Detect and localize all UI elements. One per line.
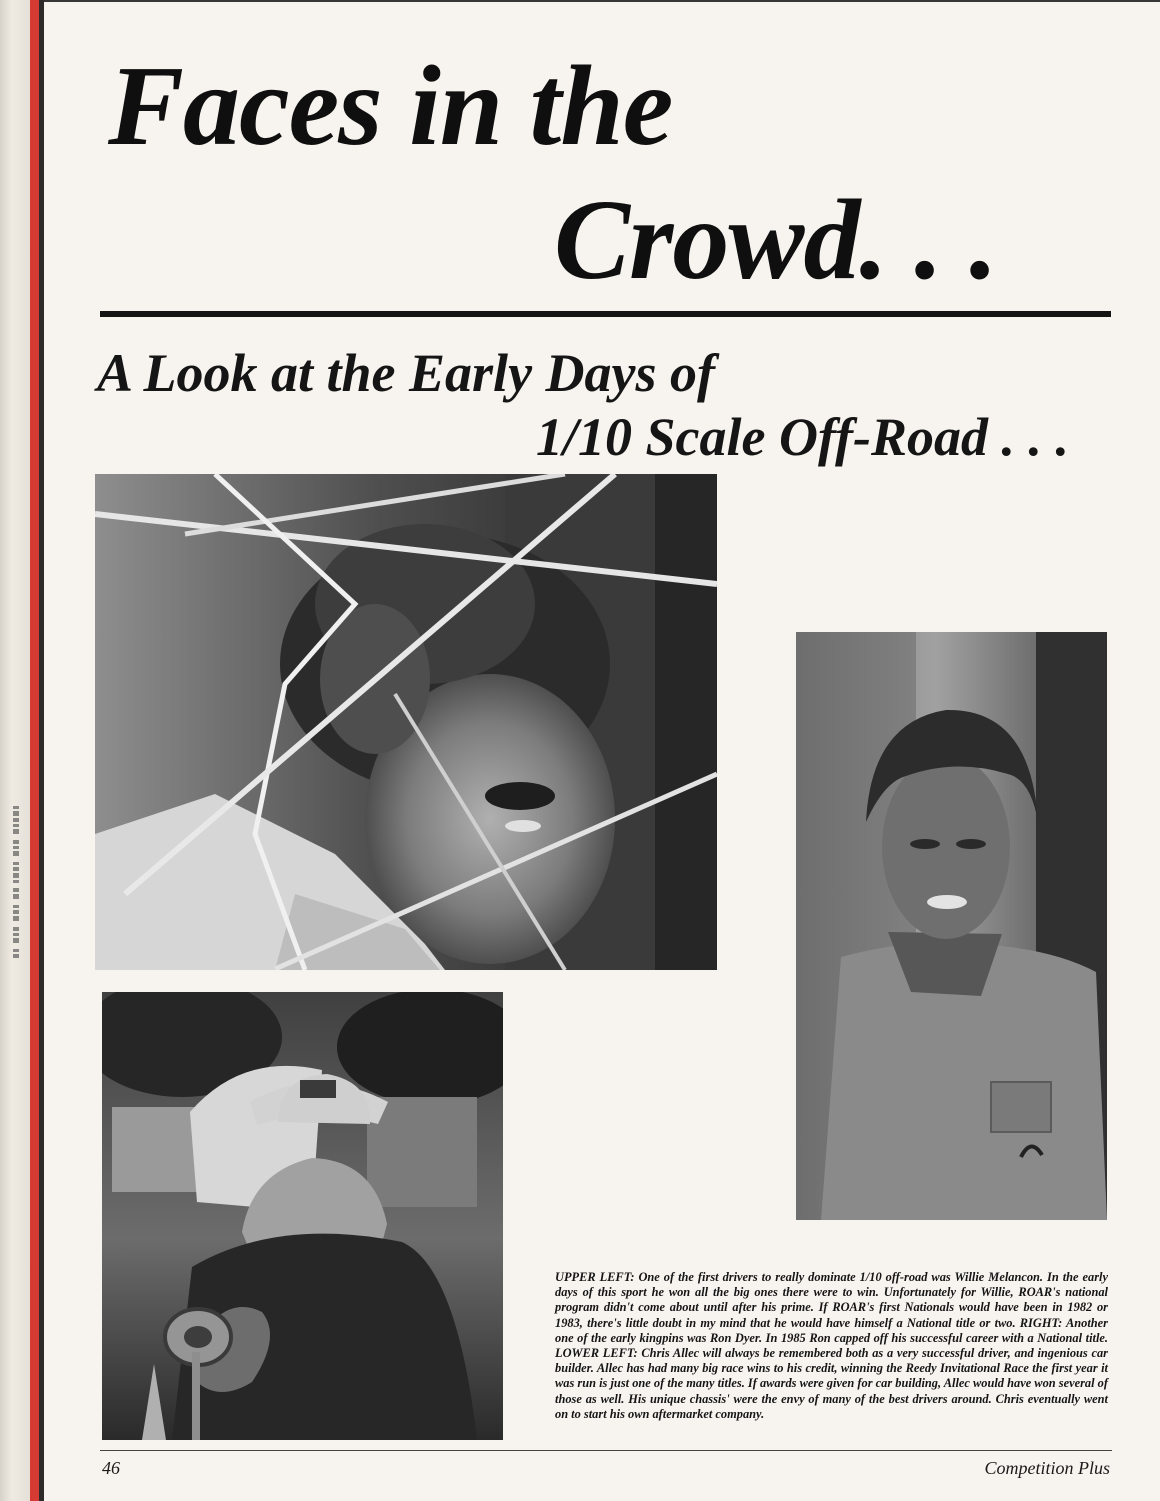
binding-red-stripe — [30, 0, 39, 1501]
photo-lower-left — [102, 992, 503, 1440]
spine-print-text — [1, 806, 21, 1046]
subtitle-line-2: 1/10 Scale Off-Road . . . — [536, 407, 1069, 467]
photo-right — [796, 632, 1107, 1220]
subtitle-line-1: A Look at the Early Days of — [97, 343, 715, 403]
page-top-border — [44, 0, 1160, 2]
binding-dark-stripe — [39, 0, 44, 1501]
page-number: 46 — [102, 1458, 120, 1478]
photo-caption: UPPER LEFT: One of the first drivers to really dominate 1/10 off-road was Willie Melancon. In the early days of this sport he won all the big ones there were to win. Unfortunately for Willie, ROAR's national program didn't come about until after his prime. If ROAR's first Nationals would have been in 1982 or 1983, there's little doubt in my mind that he would have himself a National title or two. RIGHT: Another one of the early kingpins was Ron Dyer. In 1985 Ron capped off his successful career with a National title. LOWER LEFT: Chris Allec will always be remembered both as a very successful driver, and ingenious car builder. Allec has had many big race wins to his credit, winning the Reedy Invitational Race the first year it was run is just one of the many titles. If awards were given for car building, Allec would have won several of those as well. His unique chassis' were the envy of many of the best drivers around. Chris eventually went on to start his own aftermarket company. — [555, 1270, 1108, 1421]
page-title-line-2: Crowd. . . — [554, 176, 997, 303]
page-title-line-1: Faces in the — [108, 42, 673, 169]
footer-rule — [100, 1450, 1112, 1451]
publication-name: Competition Plus — [984, 1458, 1110, 1478]
title-rule — [100, 311, 1111, 317]
photo-upper-left — [95, 474, 717, 970]
binding-edge — [0, 0, 31, 1501]
